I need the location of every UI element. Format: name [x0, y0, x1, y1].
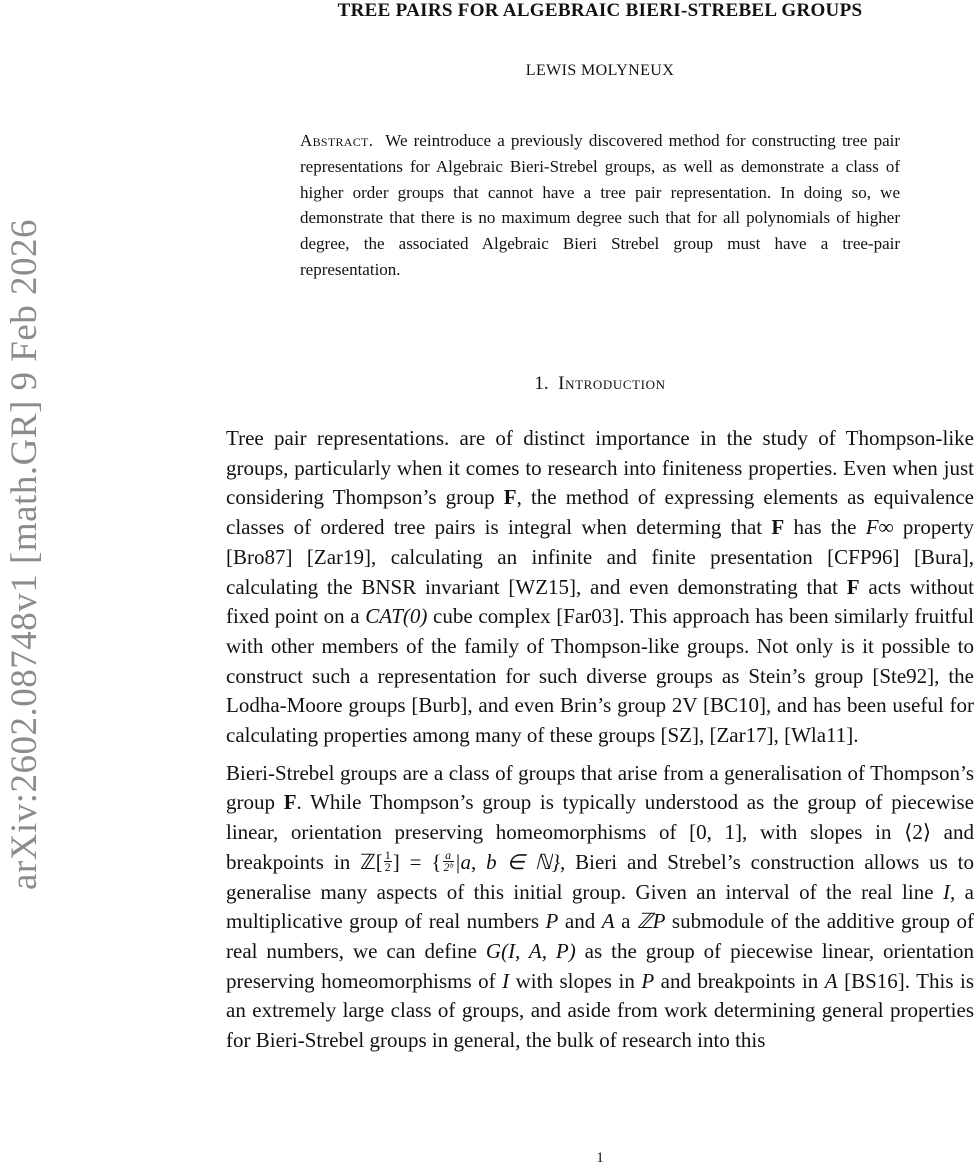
text-run: , the method of expressing elements as equivalence classes of ordered tree pairs is integral when determing that: [226, 485, 975, 540]
arxiv-identifier-stamp: arXiv:2602.08748v1 [math.GR] 9 Feb 2026: [4, 218, 45, 890]
slope-group: ⟨2⟩: [904, 820, 932, 845]
abstract: [300, 128, 900, 283]
group-f-symbol: F: [283, 790, 297, 815]
text-run: a: [614, 909, 637, 934]
paper-title: TREE PAIRS FOR ALGEBRAIC BIERI-STREBEL GROUPS: [337, 0, 863, 21]
page-number: 1: [596, 1150, 604, 1166]
slope-group-symbol: P: [641, 968, 655, 993]
interval-symbol: I: [942, 879, 950, 904]
text-run: , a multiplicative group of real numbers: [226, 879, 974, 934]
fraction-numerator: 1: [384, 847, 391, 862]
author-name: LEWIS MOLYNEUX: [525, 62, 675, 79]
text-run: as the group of piecewise linear, orientation preserving homeomorphisms of: [226, 938, 975, 993]
f-infinity-symbol: F∞: [865, 515, 894, 540]
group-f-symbol: F: [503, 485, 517, 510]
text-run: , Bieri and Strebel’s construction allows us to generalise many aspects of this initial group. Given an interval of the real line: [226, 849, 975, 904]
text-run: has the: [784, 515, 866, 540]
text-run: cube complex [Far03]. This approach has been similarly fruitful with other members of the family of Thompson-like groups. Not only is it possible to construct such a representation for such diverse groups as Stein’s group [Ste92], the Lodha-Moore groups [Burb], and even Brin’s group 2V [BC10], and has been useful for calculating properties among many of these groups [SZ], [Zar17], [Wla11].: [226, 604, 975, 748]
interval-symbol: I: [502, 968, 510, 993]
zp-symbol: ℤP: [636, 909, 666, 934]
fraction-a-over-2b: [443, 847, 454, 874]
text-run: and: [558, 909, 602, 934]
text-run: with slopes in: [509, 968, 642, 993]
section-title: Introduction: [558, 373, 666, 394]
fraction-denominator: 2: [384, 859, 391, 874]
slope-group-symbol: P: [545, 909, 559, 934]
main-body-text: [226, 424, 974, 1064]
module-symbol: A: [824, 968, 838, 993]
section-heading: [226, 373, 974, 395]
text-run: acts without fixed point on a: [226, 574, 974, 629]
text-run: and breakpoints in: [654, 968, 825, 993]
unit-interval: [0, 1]: [689, 820, 743, 845]
group-giap-symbol: G(I, A, P): [485, 938, 576, 963]
module-symbol: A: [601, 909, 615, 934]
text-run: submodule of the additive group of real numbers, we can define: [226, 909, 974, 963]
text-run: . While Thompson’s group is typically understood as the group of piecewise linear, orientation preserving homeomorphisms of: [226, 790, 974, 845]
fraction-denominator: 2ᵇ: [443, 859, 453, 874]
section-number: 1.: [534, 373, 549, 394]
dyadic-ring-prefix: ℤ[: [360, 849, 383, 874]
dyadic-set-condition: |a, b ∈ ℕ}: [454, 849, 560, 874]
text-run: Tree pair representations. are of distinct importance in the study of Thompson-like groups, particularly when it comes to research into finiteness properties. Even when just considering Thompson’s group: [226, 426, 974, 510]
paragraph-bieri-strebel: [226, 759, 974, 1056]
group-f-symbol: F: [771, 515, 785, 540]
text-run: [BS16]. This is an extremely large class of groups, and aside from work determining general properties for Bieri-Strebel groups in general, the bulk of research into this: [226, 968, 975, 1053]
fraction-numerator: a: [443, 850, 454, 862]
abstract-label: Abstract.: [300, 131, 374, 150]
fraction-one-half: [384, 847, 392, 874]
text-run: property [Bro87] [Zar19], calculating an infinite and finite presentation [CFP96] [Bura], calculating the BNSR invariant [WZ15], and even demonstrating that: [226, 515, 974, 599]
abstract-text: We reintroduce a previously discovered method for constructing tree pair representations for Algebraic Bieri-Strebel groups, as well as demonstrate a class of higher order groups that cannot have a tree pair representation. In doing so, we demonstrate that there is no maximum degree such that for all polynomials of higher degree, the associated Algebraic Bieri Strebel group must have a tree-pair representation.: [300, 131, 900, 279]
text-run: Bieri-Strebel groups are a class of groups that arise from a generalisation of Thompson’s group: [226, 760, 974, 815]
text-run: and breakpoints in: [226, 820, 974, 874]
dyadic-set-open: ] = {: [392, 849, 442, 874]
text-run: , with slopes in: [742, 820, 905, 845]
group-f-symbol: F: [846, 574, 860, 599]
cat0-symbol: CAT(0): [365, 604, 428, 629]
paragraph-tree-pairs: [226, 424, 974, 751]
